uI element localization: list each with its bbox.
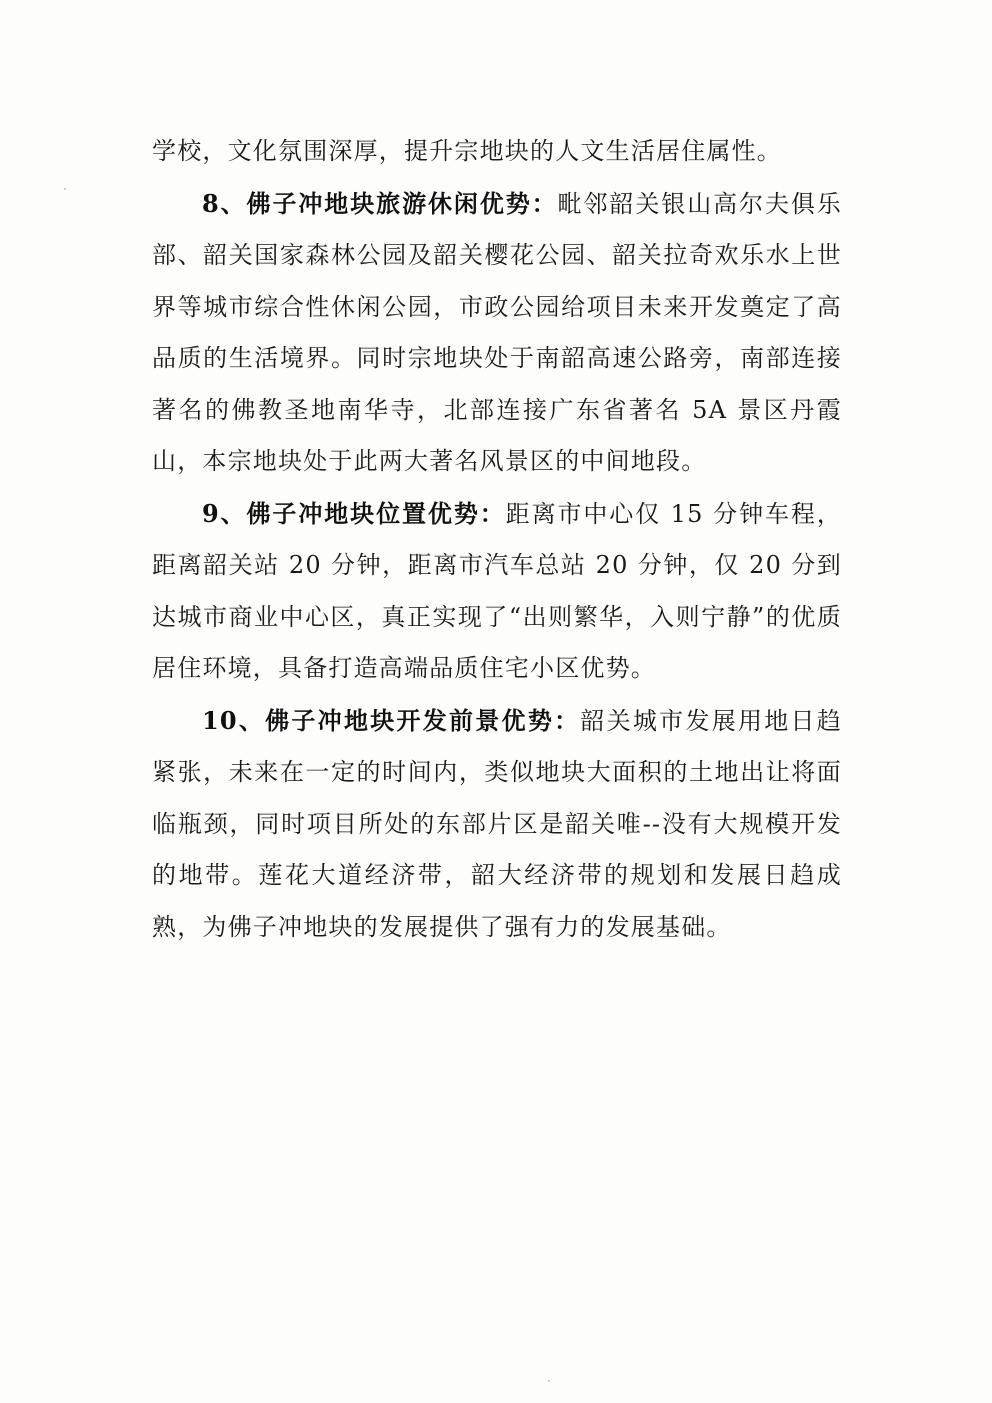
paragraph-continuation (152, 126, 842, 178)
paragraph-text: 距离市中心仅 15 分钟车程，距离韶关站 20 分钟，距离市汽车总站 20 分钟，仅 20 分到达城市商业中心区，真正实现了“出则繁华，入则宁静”的优质居住环境，具备打造高端品质住宅小区优势。 (152, 499, 842, 682)
scan-speck (64, 188, 66, 190)
paragraph-heading: 9、佛子冲地块位置优势： (202, 498, 506, 528)
paragraph-text: 毗邻韶关银山高尔夫俱乐部、韶关国家森林公园及韶关樱花公园、韶关拉奇欢乐水上世界等城市综合性休闲公园，市政公园给项目未来开发奠定了高品质的生活境界。同时宗地块处于南韶高速公路旁，南部连接著名的佛教圣地南华寺，北部连接广东省著名 5A 景区丹霞山，本宗地块处于此两大著名风景区的中间地段。 (152, 189, 842, 475)
document-body (152, 126, 842, 953)
paragraph-text: 学校，文化氛围深厚，提升宗地块的人文生活居住属性。 (152, 137, 782, 165)
paragraph-tourism-advantage (152, 178, 842, 488)
paragraph-text: 韶关城市发展用地日趋紧张，未来在一定的时间内，类似地块大面积的土地出让将面临瓶颈，同时项目所处的东部片区是韶关唯--没有大规模开发的地带。莲花大道经济带，韶大经济带的规划和发展日趋成熟，为佛子冲地块的发展提供了强有力的发展基础。 (152, 706, 842, 941)
paragraph-heading: 10、佛子冲地块开发前景优势： (202, 705, 581, 735)
scan-speck (548, 1380, 550, 1382)
paragraph-development-prospect (152, 695, 842, 954)
paragraph-heading: 8、佛子冲地块旅游休闲优势： (202, 188, 558, 218)
paragraph-location-advantage (152, 488, 842, 695)
